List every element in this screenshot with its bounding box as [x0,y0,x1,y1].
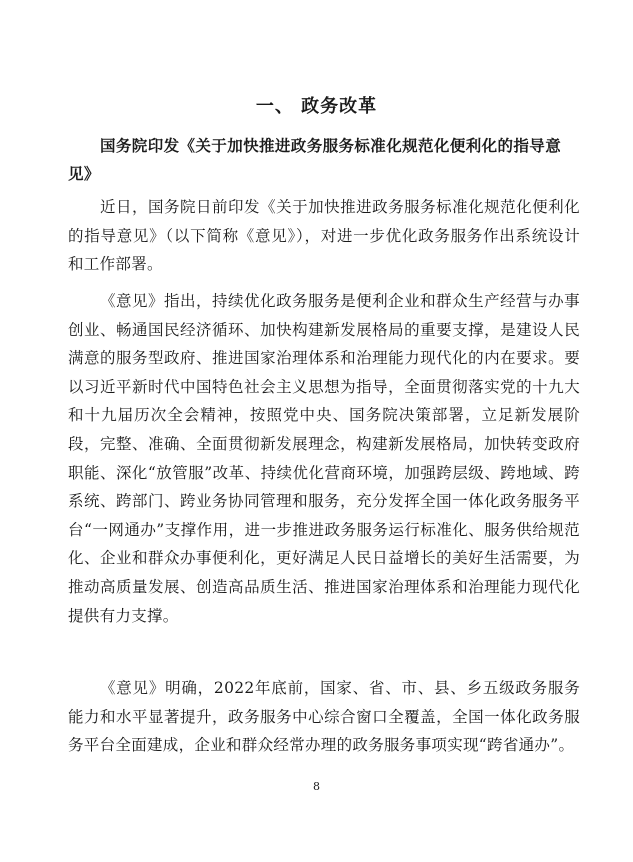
article-title: 国务院印发《关于加快推进政务服务标准化规范化便利化的指导意见》 [68,137,562,183]
page-number: 8 [313,780,320,793]
body-paragraph-1: 近日，国务院日前印发《关于加快推进政务服务标准化规范化便利化的指导意见》（以下简称《意见》），对进一步优化政务服务作出系统设计和工作部署。 [68,198,580,274]
body-paragraph-2: 《意见》指出，持续优化政务服务是便利企业和群众生产经营与办事创业、畅通国民经济循环、加快构建新发展格局的重要支撑，是建设人民满意的服务型政府、推进国家治理体系和治理能力现代化的内在要求。要以习近平新时代中国特色社会主义思想为指导，全面贯彻落实党的十九大和十九届历次全会精神，按照党中央、国务院决策部署，立足新发展阶段，完整、准确、全面贯彻新发展理念，构建新发展格局，加快转变政府职能、深化“放管服”改革、持续优化营商环境，加强跨层级、跨地域、跨系统、跨部门、跨业务协同管理和服务，充分发挥全国一体化政务服务平台“一网通办”支撑作用，进一步推进政务服务运行标准化、服务供给规范化、企业和群众办事便利化，更好满足人民日益增长的美好生活需要，为推动高质量发展、创造高品质生活、推进国家治理体系和治理能力现代化提供有力支撑。 [68,292,580,625]
section-heading: 一、 政务改革 [255,96,378,117]
body-paragraph-3: 《意见》明确，2022年底前，国家、省、市、县、乡五级政务服务能力和水平显著提升，政务服务中心综合窗口全覆盖，全国一体化政务服务平台全面建成，企业和群众经常办理的政务服务事项实现“跨省通办”。 [68,679,580,755]
